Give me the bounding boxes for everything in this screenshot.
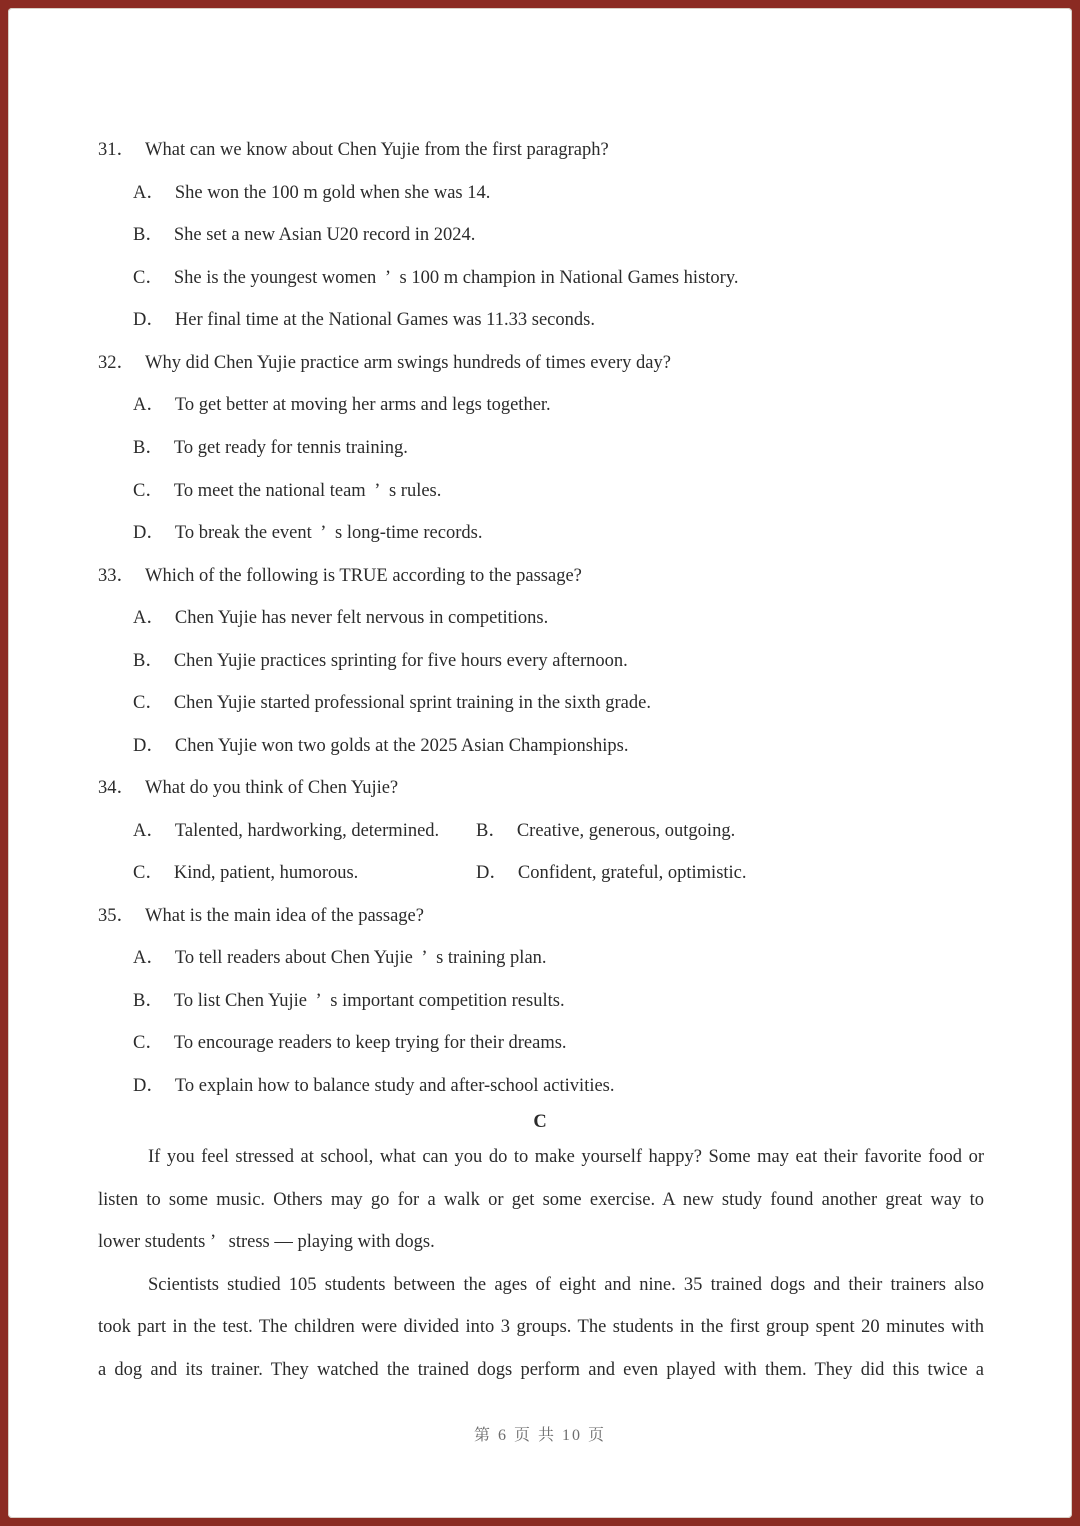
- option-letter: A．: [133, 395, 165, 415]
- option-text: To get ready for tennis training.: [173, 438, 408, 458]
- paragraph-2-line-3: a dog and its trainer. They watched the trained dogs perform and even played with them. They did this twice a: [98, 1360, 984, 1380]
- question-text: Why did Chen Yujie practice arm swings hundreds of times every day?: [145, 353, 671, 373]
- option-text: To meet the national team: [173, 481, 366, 501]
- option-text: To encourage readers to keep trying for their dreams.: [173, 1033, 567, 1053]
- paragraph-1-line-3: [98, 1232, 984, 1253]
- option-letter: D．: [133, 523, 165, 543]
- question-32-option-a: [133, 396, 551, 415]
- question-35-option-c: [133, 1034, 567, 1053]
- option-letter: D．: [476, 863, 508, 883]
- option-letter: C．: [133, 693, 164, 713]
- question-34-option-c: [133, 864, 358, 883]
- question-31-option-c: [133, 269, 739, 288]
- option-letter: B．: [133, 651, 164, 671]
- option-letter: A．: [133, 948, 165, 968]
- option-letter: B．: [476, 821, 507, 841]
- question-35-option-b: [133, 992, 565, 1011]
- option-letter: A．: [133, 608, 165, 628]
- option-text: Confident, grateful, optimistic.: [517, 863, 747, 883]
- question-31-option-b: [133, 226, 475, 245]
- question-33-option-a: [133, 609, 548, 628]
- paragraph-2-line-1: Scientists studied 105 students between the ages of eight and nine. 35 trained dogs and their trainers also: [148, 1275, 984, 1295]
- option-text: s rules.: [388, 481, 442, 501]
- question-number: 33．: [98, 566, 136, 586]
- option-letter: A．: [133, 183, 165, 203]
- option-letter: C．: [133, 481, 164, 501]
- option-text: To get better at moving her arms and legs together.: [174, 395, 551, 415]
- question-35-option-d: [133, 1077, 615, 1096]
- option-letter: C．: [133, 863, 164, 883]
- exam-page: [8, 8, 1072, 1518]
- option-letter: A．: [133, 821, 165, 841]
- apostrophe: ’: [315, 991, 322, 1011]
- option-letter: B．: [133, 991, 164, 1011]
- option-text: To explain how to balance study and after-school activities.: [174, 1076, 615, 1096]
- option-letter: D．: [133, 1076, 165, 1096]
- question-35-stem: [98, 907, 424, 926]
- option-text: s 100 m champion in National Games history.: [399, 268, 739, 288]
- option-text: She won the 100 m gold when she was 14.: [174, 183, 491, 203]
- option-text: She is the youngest women: [173, 268, 377, 288]
- apostrophe: ’: [320, 523, 327, 543]
- question-31-option-a: [133, 184, 490, 203]
- question-32-option-c: [133, 482, 441, 501]
- question-text: What can we know about Chen Yujie from the first paragraph?: [145, 140, 609, 160]
- question-34-option-b: [476, 822, 735, 841]
- paragraph-2-line-2: took part in the test. The children were divided into 3 groups. The students in the first group spent 20 minutes with: [98, 1317, 984, 1337]
- apostrophe: ’: [374, 481, 381, 501]
- option-text: s long-time records.: [335, 523, 483, 543]
- option-letter: B．: [133, 225, 164, 245]
- option-letter: C．: [133, 268, 164, 288]
- paragraph-1-line-1: If you feel stressed at school, what can you do to make yourself happy? Some may eat their favorite food or: [148, 1147, 984, 1167]
- paragraph-text: stress — playing with dogs.: [228, 1232, 435, 1252]
- question-number: 32．: [98, 353, 136, 373]
- option-text: To break the event: [174, 523, 312, 543]
- question-31-stem: [98, 141, 609, 160]
- apostrophe: ’: [384, 268, 391, 288]
- question-text: What do you think of Chen Yujie?: [145, 778, 399, 798]
- question-text: What is the main idea of the passage?: [145, 906, 424, 926]
- option-letter: D．: [133, 310, 165, 330]
- option-text: Chen Yujie started professional sprint training in the sixth grade.: [173, 693, 651, 713]
- question-34-stem: [98, 779, 398, 798]
- option-text: s training plan.: [436, 948, 547, 968]
- option-text: Talented, hardworking, determined.: [174, 821, 440, 841]
- option-text: s important competition results.: [330, 991, 565, 1011]
- page-number-footer: 第 6 页 共 10 页: [473, 1427, 606, 1444]
- option-text: Creative, generous, outgoing.: [516, 821, 736, 841]
- option-text: Chen Yujie practices sprinting for five hours every afternoon.: [173, 651, 628, 671]
- question-number: 31．: [98, 140, 136, 160]
- question-31-option-d: [133, 311, 595, 330]
- apostrophe: ’: [421, 948, 428, 968]
- option-letter: C．: [133, 1033, 164, 1053]
- option-letter: D．: [133, 736, 165, 756]
- question-number: 35．: [98, 906, 136, 926]
- question-33-option-d: [133, 737, 628, 756]
- paragraph-text: lower students: [98, 1232, 206, 1252]
- option-text: To tell readers about Chen Yujie: [174, 948, 413, 968]
- option-text: Chen Yujie won two golds at the 2025 Asian Championships.: [174, 736, 629, 756]
- option-text: To list Chen Yujie: [173, 991, 308, 1011]
- question-text: Which of the following is TRUE according to the passage?: [145, 566, 582, 586]
- option-text: Chen Yujie has never felt nervous in competitions.: [174, 608, 549, 628]
- paragraph-1-line-2: listen to some music. Others may go for a walk or get some exercise. A new study found another great way to: [98, 1190, 984, 1210]
- question-33-option-c: [133, 694, 651, 713]
- option-text: She set a new Asian U20 record in 2024.: [173, 225, 476, 245]
- question-32-option-d: [133, 524, 482, 543]
- option-letter: B．: [133, 438, 164, 458]
- question-33-stem: [98, 567, 582, 586]
- section-heading: C: [533, 1112, 547, 1132]
- question-number: 34．: [98, 778, 136, 798]
- question-32-stem: [98, 354, 671, 373]
- option-text: Kind, patient, humorous.: [173, 863, 359, 883]
- question-35-option-a: [133, 949, 547, 968]
- question-32-option-b: [133, 439, 408, 458]
- apostrophe: ’: [210, 1232, 217, 1252]
- question-34-option-a: [133, 822, 439, 841]
- question-34-option-d: [476, 864, 747, 883]
- question-33-option-b: [133, 652, 628, 671]
- option-text: Her final time at the National Games was 11.33 seconds.: [174, 310, 595, 330]
